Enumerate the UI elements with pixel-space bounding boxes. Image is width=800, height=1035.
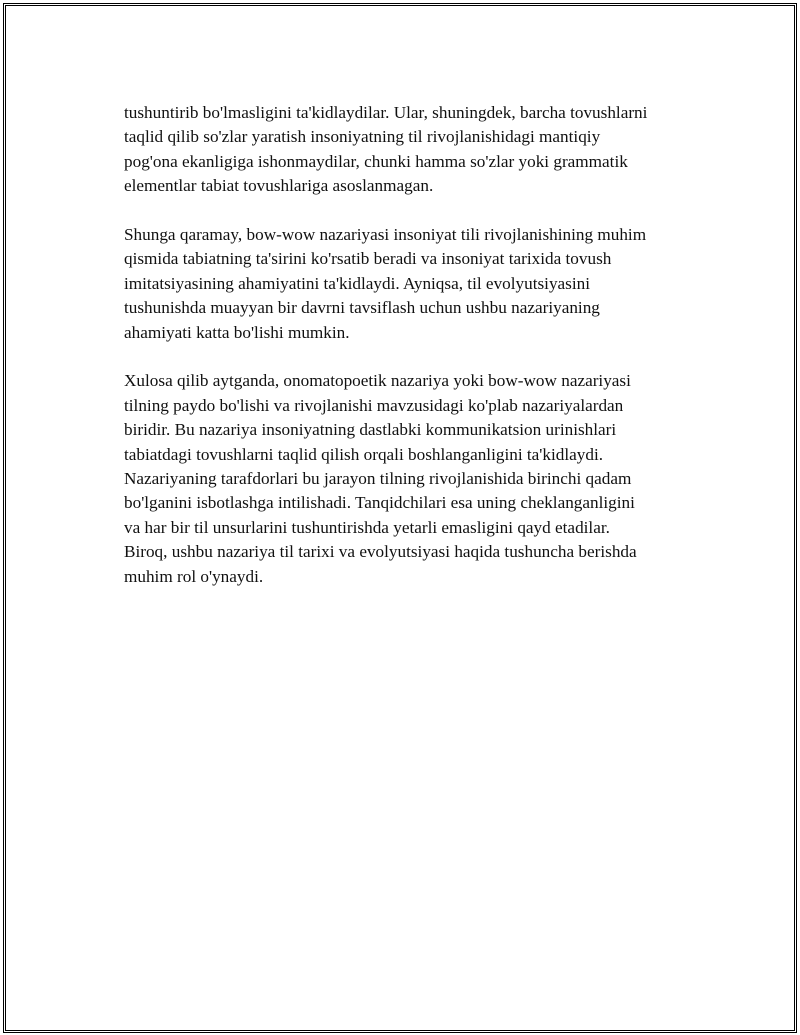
text-line: ahamiyati katta bo'lishi mumkin.	[124, 322, 350, 342]
text-line: elementlar tabiat tovushlariga asoslanmagan.	[124, 176, 434, 196]
paragraph-3	[124, 369, 704, 589]
text-line: Biroq, ushbu nazariya til tarixi va evolyutsiyasi haqida tushuncha berishda	[124, 542, 637, 562]
text-line: muhim rol o'ynaydi.	[124, 566, 264, 586]
text-line: Nazariyaning tarafdorlari bu jarayon tilning rivojlanishida birinchi qadam	[124, 469, 632, 489]
text-line: qismida tabiatning ta'sirini ko'rsatib beradi va insoniyat tarixida tovush	[124, 249, 612, 269]
text-line: tabiatdagi tovushlarni taqlid qilish orqali boshlanganligini ta'kidlaydi.	[124, 444, 604, 464]
text-line: Xulosa qilib aytganda, onomatopoetik nazariya yoki bow-wow nazariyasi	[124, 371, 631, 391]
text-line: biridir. Bu nazariya insoniyatning dastlabki kommunikatsion urinishlari	[124, 420, 617, 440]
text-line: bo'lganini isbotlashga intilishadi. Tanqidchilari esa uning cheklanganligini	[124, 493, 635, 513]
document-body	[124, 101, 704, 613]
text-line: taqlid qilib so'zlar yaratish insoniyatning til rivojlanishidagi mantiqiy	[124, 127, 601, 147]
page-frame	[3, 3, 797, 1033]
text-line: imitatsiyasining ahamiyatini ta'kidlaydi. Ayniqsa, til evolyutsiyasini	[124, 273, 591, 293]
text-line: tushunishda muayyan bir davrni tavsiflash uchun ushbu nazariyaning	[124, 298, 600, 318]
text-line: tushuntirib bo'lmasligini ta'kidlaydilar. Ular, shuningdek, barcha tovushlarni	[124, 103, 648, 122]
text-line: pog'ona ekanligiga ishonmaydilar, chunki hamma so'zlar yoki grammatik	[124, 151, 628, 171]
paragraph-2	[124, 223, 704, 345]
text-line: tilning paydo bo'lishi va rivojlanishi mavzusidagi ko'plab nazariyalardan	[124, 395, 624, 415]
text-line: va har bir til unsurlarini tushuntirishda yetarli emasligini qayd etadilar.	[124, 517, 610, 537]
text-line: Shunga qaramay, bow-wow nazariyasi insoniyat tili rivojlanishining muhim	[124, 225, 647, 245]
paragraph-1	[124, 101, 704, 199]
